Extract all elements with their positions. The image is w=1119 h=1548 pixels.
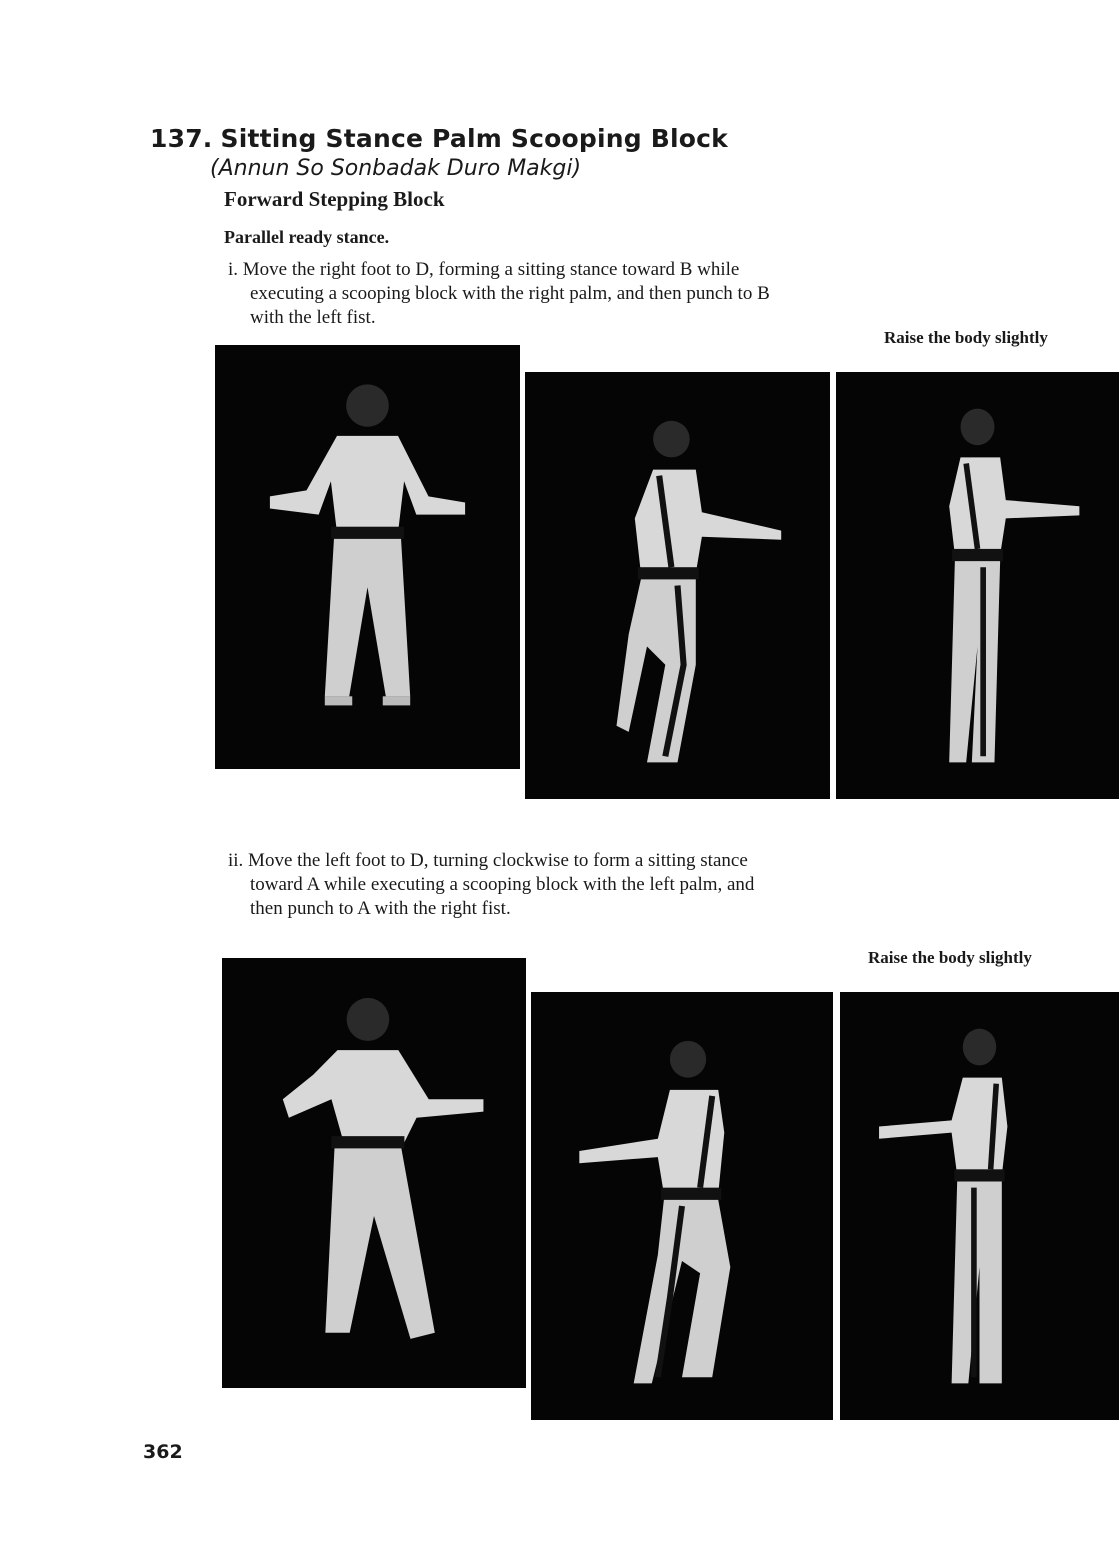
step-2-photo-side	[531, 992, 833, 1420]
figure-side-illustration	[531, 992, 833, 1420]
step-1-photo-front	[215, 345, 520, 769]
heading-title: Sitting Stance Palm Scooping Block	[220, 124, 728, 153]
figure-side-raised-illustration	[836, 372, 1119, 799]
page-number: 362	[143, 1441, 183, 1463]
step-2-caption: Raise the body slightly	[868, 948, 1032, 967]
section-heading	[150, 124, 728, 153]
figure-front-illustration	[215, 345, 520, 769]
step-1-line: i. Move the right foot to D, forming a sitting stance toward B while	[228, 259, 740, 280]
step-2-text	[228, 849, 968, 921]
ready-stance: Parallel ready stance.	[224, 227, 390, 247]
step-1-caption: Raise the body slightly	[884, 328, 1048, 347]
step-2-photo-front	[222, 958, 526, 1388]
step-2-photo-side-raised	[840, 992, 1119, 1420]
step-2-line: ii. Move the left foot to D, turning clockwise to form a sitting stance	[228, 850, 748, 871]
heading-subtitle: (Annun So Sonbadak Duro Makgi)	[210, 156, 582, 181]
step-2-line: toward A while executing a scooping block with the left palm, and	[250, 874, 755, 895]
step-1-photo-side-raised	[836, 372, 1119, 799]
step-1-photo-side	[525, 372, 830, 799]
heading-number: 137.	[150, 124, 213, 153]
figure-side-raised-illustration	[840, 992, 1119, 1420]
figure-front-illustration	[222, 958, 526, 1388]
section-title: Forward Stepping Block	[224, 187, 445, 211]
step-1-line: with the left fist.	[250, 307, 376, 328]
step-1-line: executing a scooping block with the right palm, and then punch to B	[250, 283, 770, 304]
figure-side-illustration	[525, 372, 830, 799]
step-2-line: then punch to A with the right fist.	[250, 898, 511, 919]
step-1-text	[228, 258, 968, 330]
